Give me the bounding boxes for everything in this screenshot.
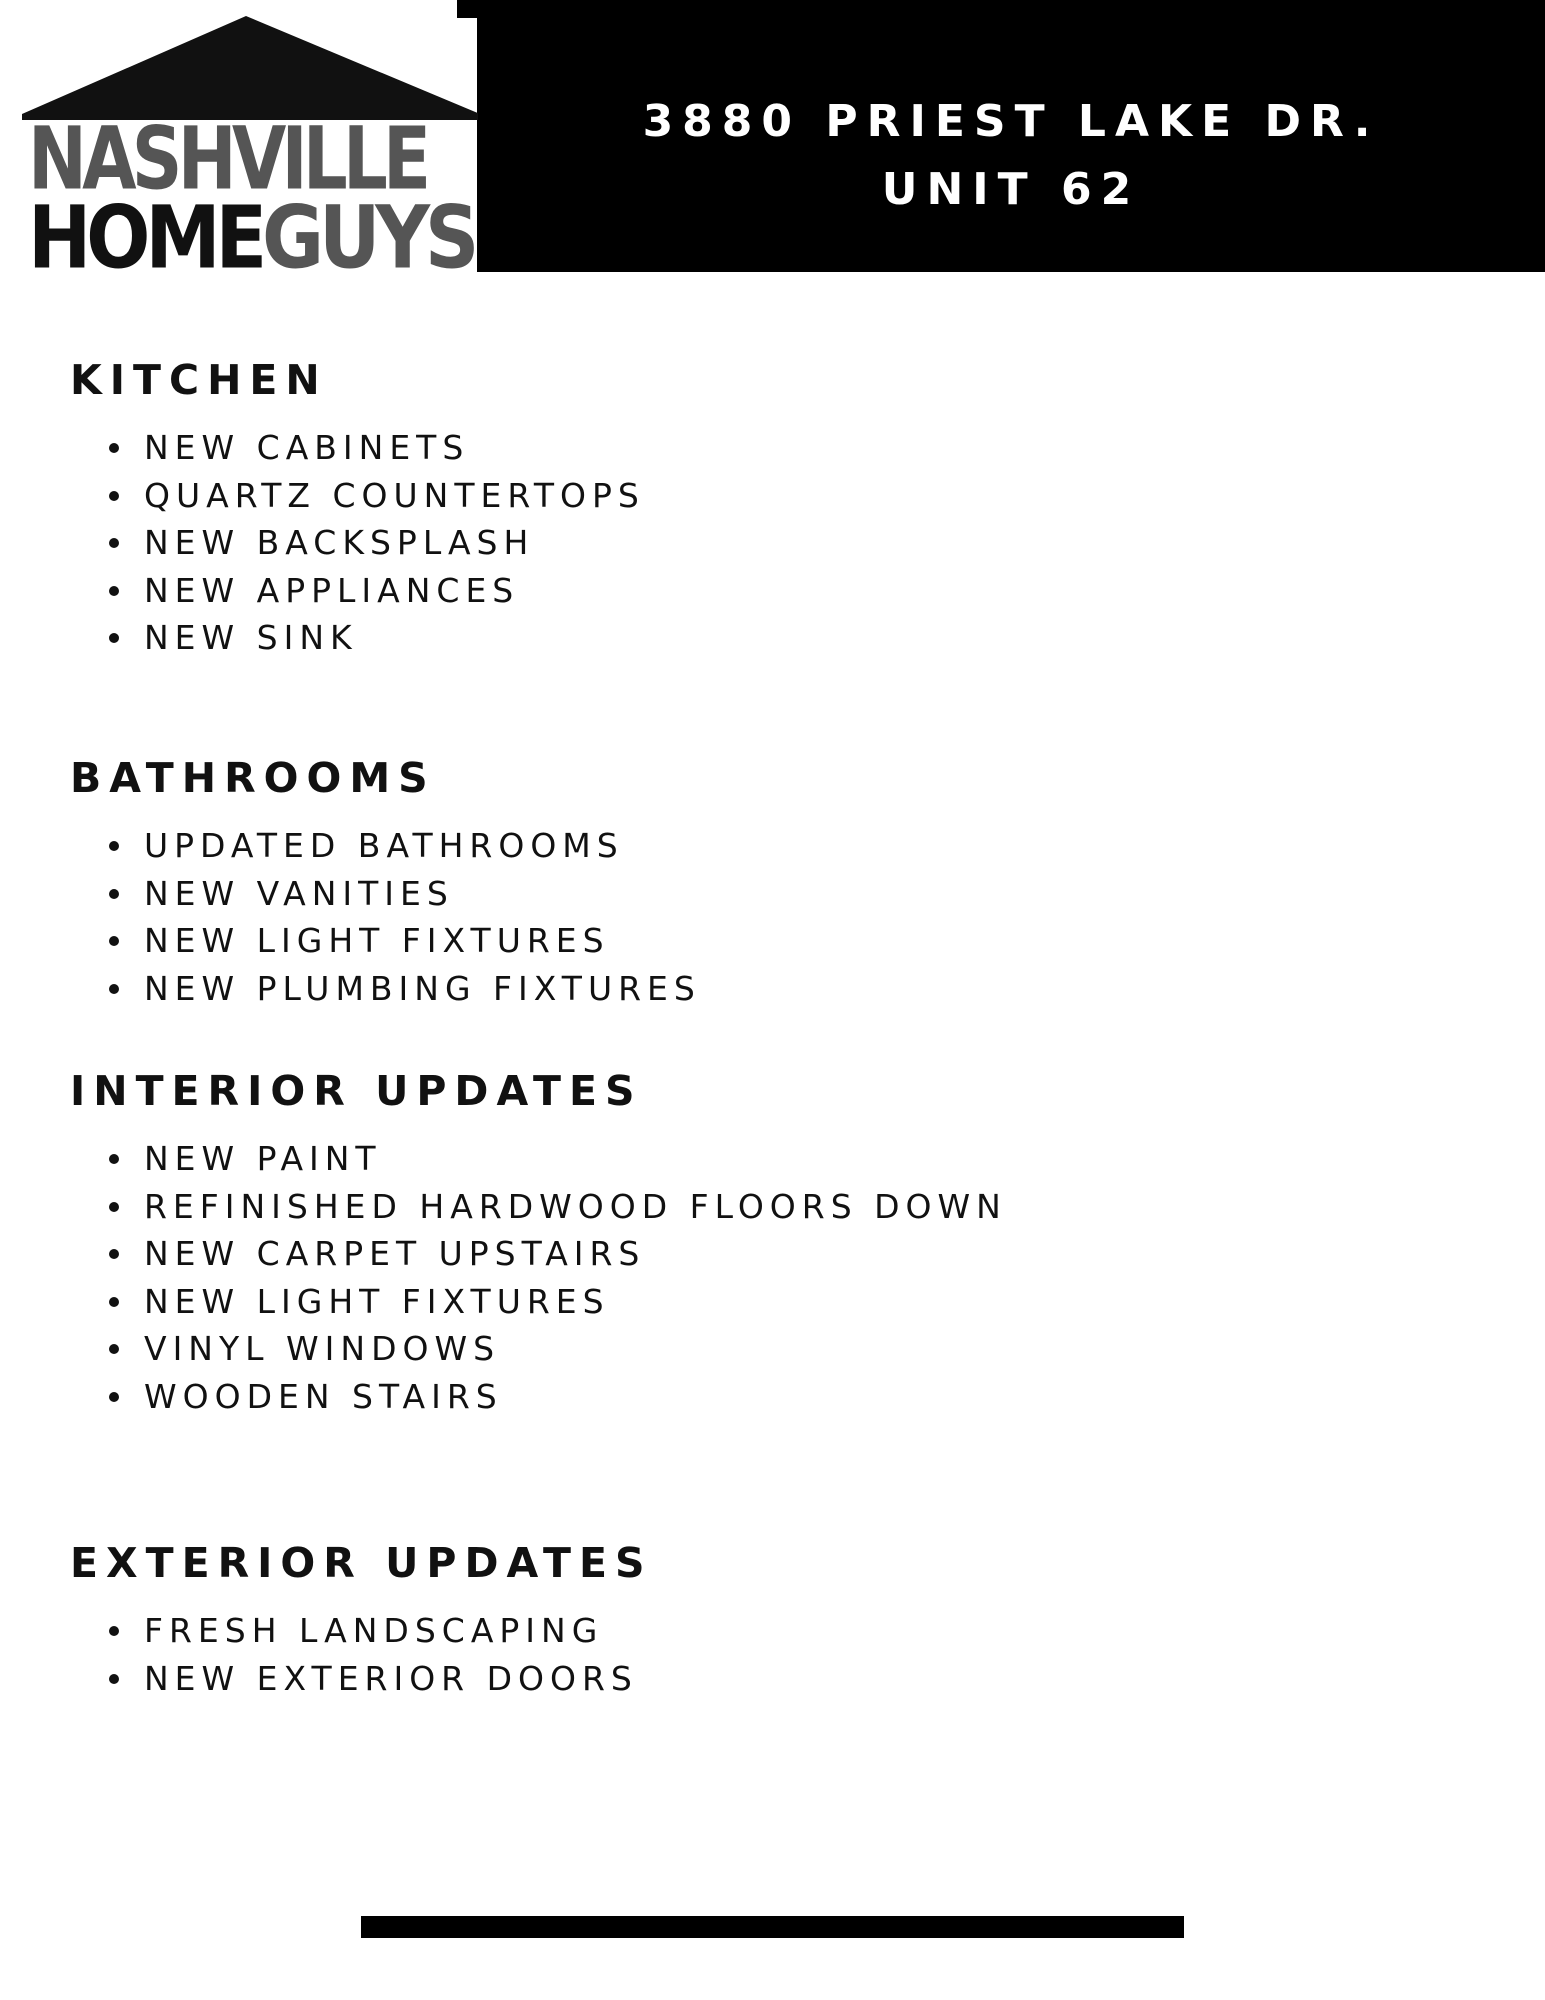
list-item [70,472,645,520]
list-item [70,1135,1007,1183]
section-title: BATHROOMS [70,754,436,802]
list-item [70,917,701,965]
section-kitchen [70,356,645,662]
logo-word-guys: GUYS [262,187,475,288]
section-exterior-updates [70,1539,653,1702]
bullet-icon [109,633,119,643]
list-item-label: WOODEN STAIRS [144,1376,503,1416]
list-item [70,1655,653,1703]
bullet-icon [109,1249,119,1259]
bullet-icon [109,984,119,994]
list-item [70,965,701,1013]
list-item [70,822,701,870]
list-item-label: NEW PAINT [144,1139,382,1178]
list-item-label: NEW LIGHT FIXTURES [144,921,610,960]
list-item-label: NEW CABINETS [144,428,470,467]
section-interior-updates [70,1067,1007,1420]
list-item [70,519,645,567]
list-item-label: NEW BACKSPLASH [144,523,535,562]
list-item-label: FRESH LANDSCAPING [144,1611,604,1650]
list-item-label: UPDATED BATHROOMS [144,826,624,865]
section-title: KITCHEN [70,356,328,404]
list-item [70,1183,1007,1231]
list-item-label: QUARTZ COUNTERTOPS [144,475,645,515]
footer-divider [361,1916,1184,1938]
section-title: EXTERIOR UPDATES [70,1539,653,1587]
bullet-icon [109,443,119,453]
bullet-icon [109,1674,119,1684]
list-item-label: NEW APPLIANCES [144,570,520,610]
logo-word-homeguys [28,187,474,288]
list-item-label: NEW VANITIES [144,873,454,913]
address-line-1: 3880 PRIEST LAKE DR. [642,96,1380,147]
bullet-icon [109,538,119,548]
bullet-icon [109,586,119,596]
list-item [70,1373,1007,1421]
list-item-label: NEW LIGHT FIXTURES [144,1281,610,1321]
bullet-icon [109,1202,119,1212]
section-bathrooms [70,754,701,1012]
list-item [70,567,645,615]
feature-list [70,1135,1007,1420]
address-line-2: UNIT 62 [881,164,1141,215]
feature-list [70,424,645,662]
list-item [70,614,645,662]
section-title: INTERIOR UPDATES [70,1067,643,1115]
bullet-icon [109,1344,119,1354]
list-item-label: NEW CARPET UPSTAIRS [144,1234,646,1273]
bullet-icon [109,841,119,851]
bullet-icon [109,1297,119,1307]
bullet-icon [109,1154,119,1164]
company-logo [20,16,478,288]
list-item [70,1230,1007,1278]
list-item [70,1607,653,1655]
logo-word-home: HOME [28,187,263,288]
bullet-icon [109,1392,119,1402]
bullet-icon [109,1626,119,1636]
list-item [70,424,645,472]
list-item-label: NEW SINK [144,618,358,657]
list-item [70,870,701,918]
list-item-label: NEW PLUMBING FIXTURES [144,968,701,1008]
bullet-icon [109,491,119,501]
list-item-label: VINYL WINDOWS [144,1329,501,1368]
list-item-label: NEW EXTERIOR DOORS [144,1658,638,1698]
feature-list [70,822,701,1012]
list-item [70,1325,1007,1373]
list-item-label: REFINISHED HARDWOOD FLOORS DOWN [144,1186,1007,1226]
feature-list [70,1607,653,1702]
bullet-icon [109,936,119,946]
property-address [477,88,1545,224]
list-item [70,1278,1007,1326]
logo-word-nashville: NASHVILLE [28,108,427,209]
bullet-icon [109,889,119,899]
